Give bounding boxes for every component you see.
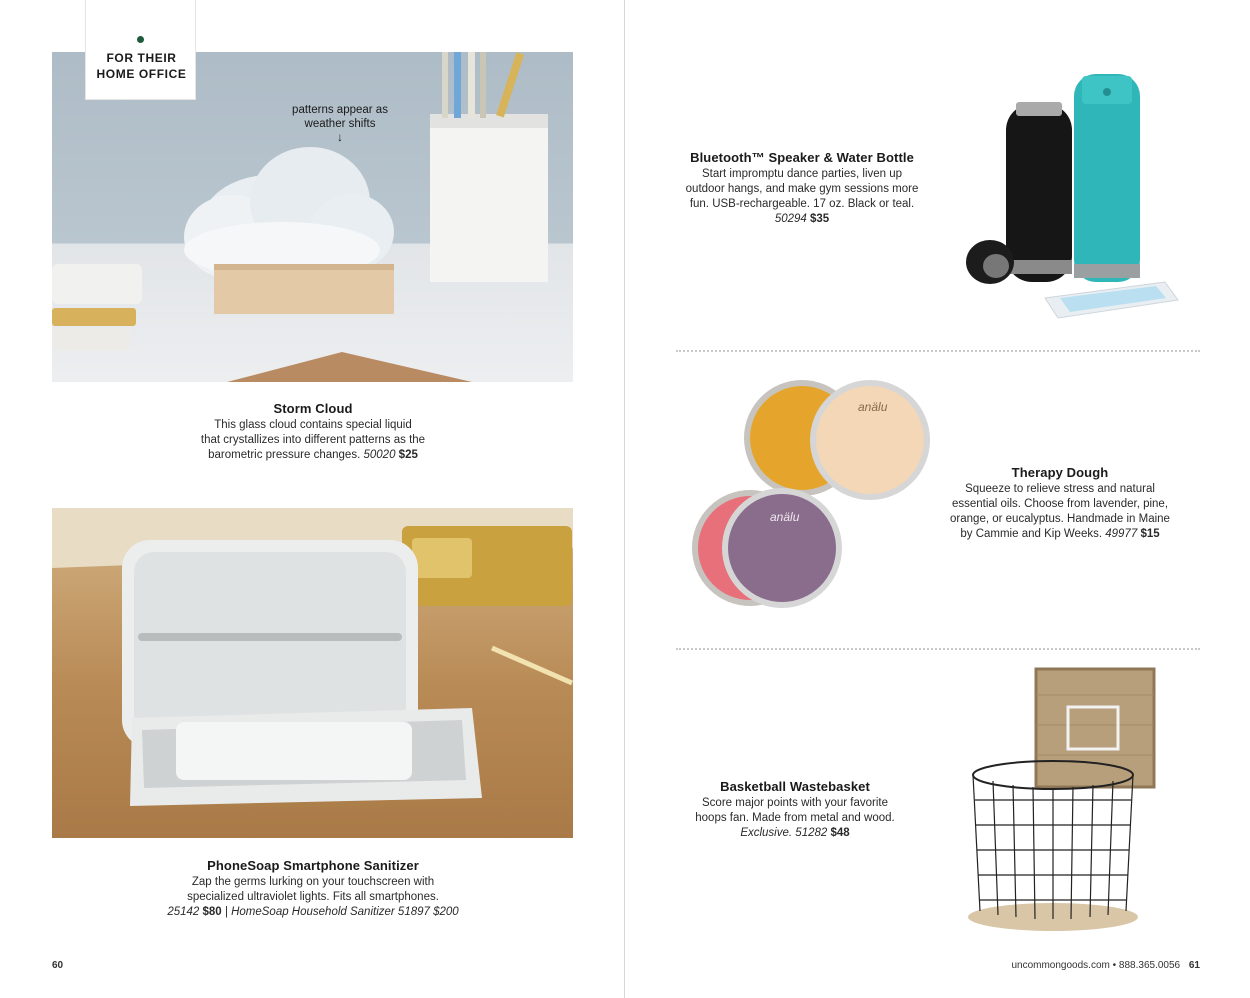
section-divider (676, 648, 1200, 650)
description-text: by Cammie and Kip Weeks. (960, 528, 1103, 540)
wastebasket-block (675, 779, 915, 841)
exclusive-label: Exclusive. (740, 827, 793, 839)
product-title: Storm Cloud (273, 401, 353, 416)
dough-block (935, 465, 1185, 542)
description-line (140, 905, 486, 920)
callout-line-2: weather shifts (304, 118, 376, 130)
section-divider (676, 350, 1200, 352)
footer-right (960, 960, 1200, 971)
page-number-left: 60 (52, 960, 64, 971)
product-price: $80 (202, 906, 222, 918)
badge-line-1: FOR THEIR (106, 51, 177, 65)
product-sku: 25142 (167, 906, 200, 918)
description-line (152, 448, 474, 463)
bottle-image (960, 70, 1180, 330)
product-price: $25 (398, 449, 418, 461)
storm-cloud-photo (52, 52, 573, 382)
phone-number: 888.365.0056 (1118, 960, 1181, 971)
badge-line-2: HOME OFFICE (96, 67, 187, 81)
product-description (152, 418, 474, 463)
badge-dot (137, 36, 144, 43)
dough-image (690, 380, 940, 610)
description-line: Score major points with your favorite (702, 797, 888, 809)
product-title: PhoneSoap Smartphone Sanitizer (207, 858, 419, 873)
product-description (675, 796, 915, 841)
product-sku: 50020 (363, 449, 396, 461)
website-link[interactable]: uncommongoods.com (1011, 960, 1110, 971)
wastebasket-image (958, 665, 1168, 935)
description-line (662, 212, 942, 227)
product-price: $15 (1140, 528, 1160, 540)
description-line: essential oils. Choose from lavender, pine, (951, 498, 1169, 510)
footer-bullet: • (1112, 960, 1117, 971)
product-title: Basketball Wastebasket (720, 779, 870, 794)
bottle-block (662, 150, 942, 227)
product-title: Therapy Dough (1011, 465, 1109, 480)
product-description (662, 167, 942, 227)
storm-cloud-block (152, 401, 474, 463)
description-line: hoops fan. Made from metal and wood. (695, 812, 895, 824)
product-sku: 51282 (795, 827, 828, 839)
tin-label-brand: anälu (770, 510, 800, 524)
product-sku: 50294 (774, 213, 807, 225)
description-line: This glass cloud contains special liquid (214, 419, 412, 431)
description-line: fun. USB-rechargeable. 17 oz. Black or teal. (689, 198, 915, 210)
tin-label-brand: anälu (858, 400, 888, 414)
page-gutter (624, 0, 625, 998)
photo-callout (270, 103, 410, 143)
description-line: orange, or eucalyptus. Handmade in Maine (950, 513, 1170, 525)
product-description (140, 875, 486, 920)
description-line: outdoor hangs, and make gym sessions more (685, 183, 919, 195)
page-number-right: 61 (1188, 960, 1200, 971)
product-price: $35 (810, 213, 830, 225)
description-line (935, 527, 1185, 542)
description-line (675, 826, 915, 841)
callout-arrow-icon: ↓ (337, 130, 343, 144)
callout-line-1: patterns appear as (292, 104, 388, 116)
description-line: Start impromptu dance parties, liven up (701, 168, 903, 180)
section-badge (85, 0, 196, 100)
phonesoap-photo (52, 508, 573, 838)
badge-text (86, 50, 197, 82)
phonesoap-block (140, 858, 486, 920)
product-price: $48 (830, 827, 850, 839)
product-sku: 49977 (1105, 528, 1138, 540)
description-line: Squeeze to relieve stress and natural (965, 483, 1155, 495)
description-text: barometric pressure changes. (208, 449, 361, 461)
description-line: Zap the germs lurking on your touchscreen with (191, 876, 435, 888)
related-product: | HomeSoap Household Sanitizer 51897 $200 (224, 906, 459, 918)
description-line: that crystallizes into different patterns as the (200, 434, 426, 446)
product-title: Bluetooth™ Speaker & Water Bottle (690, 150, 914, 165)
description-line: specialized ultraviolet lights. Fits all smartphones. (187, 891, 439, 903)
product-description (935, 482, 1185, 542)
